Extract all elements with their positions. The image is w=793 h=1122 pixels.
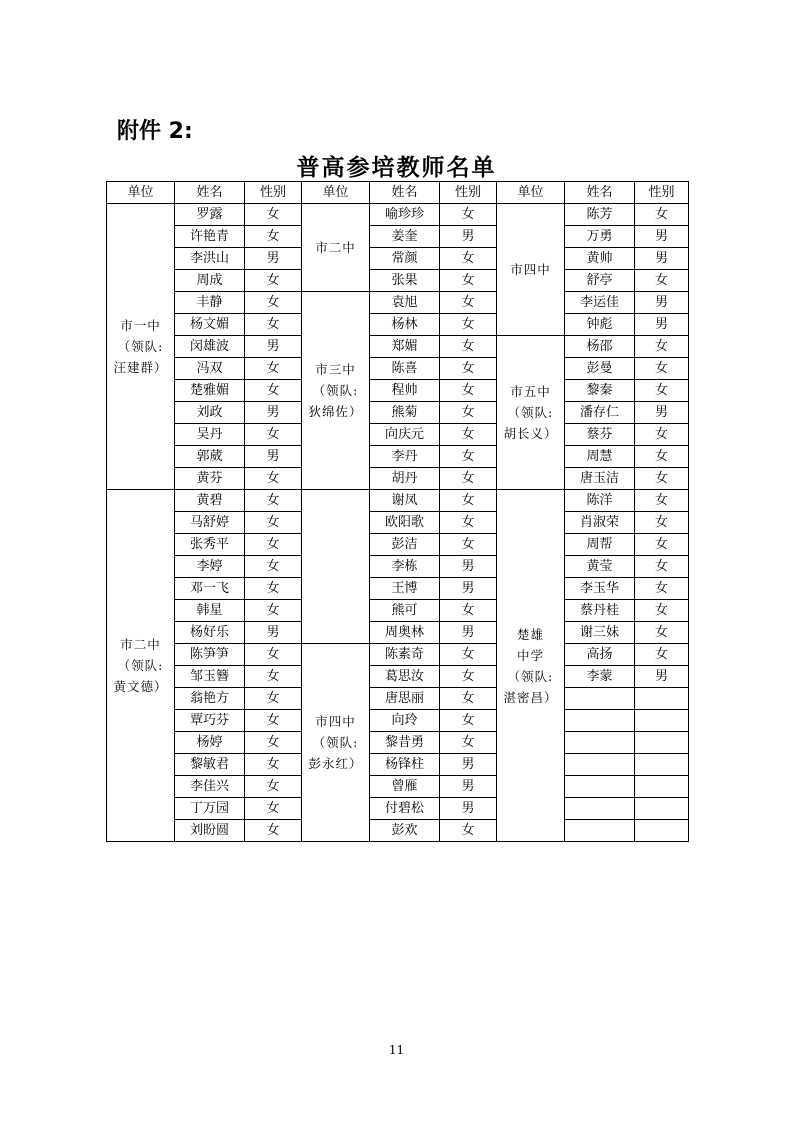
name-cell: 黎秦 (565, 380, 635, 402)
table-row (107, 754, 689, 776)
unit-cell-chuxiong: 楚雄 中学 （领队: 湛密昌） (497, 490, 565, 842)
gender-cell: 女 (440, 336, 497, 358)
name-cell: 翁艳方 (175, 688, 245, 710)
table-row (107, 270, 689, 292)
header-name: 姓名 (565, 182, 635, 204)
gender-cell: 男 (245, 446, 302, 468)
table-row (107, 534, 689, 556)
gender-cell: 男 (245, 336, 302, 358)
name-cell: 郭葳 (175, 446, 245, 468)
unit-cell-shierzhong-top: 市二中 (302, 204, 370, 292)
name-cell: 张果 (370, 270, 440, 292)
gender-cell: 男 (440, 754, 497, 776)
gender-cell: 女 (635, 644, 689, 666)
gender-cell: 女 (245, 600, 302, 622)
gender-cell: 女 (635, 622, 689, 644)
name-cell: 覃巧芬 (175, 710, 245, 732)
name-cell: 唐玉洁 (565, 468, 635, 490)
unit-cell-shisizhong: 市四中 （领队: 彭永红） (302, 644, 370, 842)
name-cell: 曾雁 (370, 776, 440, 798)
name-cell: 韩星 (175, 600, 245, 622)
gender-cell: 女 (440, 490, 497, 512)
table-row (107, 424, 689, 446)
gender-cell: 男 (245, 622, 302, 644)
gender-cell: 男 (635, 314, 689, 336)
gender-cell: 女 (245, 204, 302, 226)
table-row (107, 512, 689, 534)
table-row (107, 600, 689, 622)
name-cell: 谢三妹 (565, 622, 635, 644)
name-cell: 陈素奇 (370, 644, 440, 666)
page-title: 普高参培教师名单 (296, 155, 497, 181)
unit-cell-shiyizhong: 市一中 （领队: 汪建群） (107, 204, 175, 490)
gender-cell: 女 (440, 380, 497, 402)
unit-cell-shisizhong-top: 市四中 (497, 204, 565, 336)
name-cell: 唐思丽 (370, 688, 440, 710)
gender-cell: 女 (440, 468, 497, 490)
header-gender: 性别 (635, 182, 689, 204)
table-row (107, 336, 689, 358)
name-cell: 杨婷 (175, 732, 245, 754)
name-cell (565, 754, 635, 776)
header-unit: 单位 (497, 182, 565, 204)
gender-cell: 男 (635, 402, 689, 424)
gender-cell: 女 (245, 314, 302, 336)
gender-cell: 女 (440, 402, 497, 424)
table-row (107, 490, 689, 512)
name-cell: 许艳青 (175, 226, 245, 248)
name-cell: 李佳兴 (175, 776, 245, 798)
name-cell: 张秀平 (175, 534, 245, 556)
gender-cell: 女 (635, 512, 689, 534)
gender-cell (635, 710, 689, 732)
name-cell: 彭欢 (370, 820, 440, 842)
gender-cell: 女 (440, 204, 497, 226)
gender-cell: 女 (245, 512, 302, 534)
gender-cell: 女 (245, 776, 302, 798)
header-unit: 单位 (302, 182, 370, 204)
name-cell: 黄帅 (565, 248, 635, 270)
name-cell: 李洪山 (175, 248, 245, 270)
name-cell: 欧阳歌 (370, 512, 440, 534)
gender-cell: 女 (440, 270, 497, 292)
name-cell: 李婷 (175, 556, 245, 578)
table-row (107, 446, 689, 468)
name-cell: 向玲 (370, 710, 440, 732)
gender-cell: 女 (245, 578, 302, 600)
page-number: 11 (388, 1043, 405, 1057)
gender-cell: 女 (440, 424, 497, 446)
name-cell: 李蒙 (565, 666, 635, 688)
table-row (107, 402, 689, 424)
table-row (107, 556, 689, 578)
table-row (107, 688, 689, 710)
name-cell: 王博 (370, 578, 440, 600)
name-cell: 常颜 (370, 248, 440, 270)
gender-cell: 女 (245, 424, 302, 446)
gender-cell: 女 (635, 204, 689, 226)
name-cell: 黎敏君 (175, 754, 245, 776)
gender-cell: 女 (635, 380, 689, 402)
unit-cell-shierzhong: 市二中 （领队: 黄文德） (107, 490, 175, 842)
name-cell: 喻珍珍 (370, 204, 440, 226)
gender-cell: 女 (245, 798, 302, 820)
gender-cell: 女 (635, 446, 689, 468)
name-cell: 熊可 (370, 600, 440, 622)
name-cell: 向庆元 (370, 424, 440, 446)
gender-cell: 女 (440, 292, 497, 314)
teacher-roster-table (106, 181, 689, 842)
name-cell: 周慧 (565, 446, 635, 468)
unit-cell-shiwuzhong: 市五中 （领队: 胡长义） (497, 336, 565, 490)
gender-cell (635, 776, 689, 798)
table-row (107, 578, 689, 600)
gender-cell (635, 798, 689, 820)
gender-cell: 女 (635, 358, 689, 380)
table-row (107, 380, 689, 402)
name-cell: 冯双 (175, 358, 245, 380)
gender-cell: 女 (440, 666, 497, 688)
attachment-label: 附件 2: (117, 119, 193, 144)
table-row (107, 622, 689, 644)
name-cell: 郑媚 (370, 336, 440, 358)
header-name: 姓名 (370, 182, 440, 204)
name-cell: 杨林 (370, 314, 440, 336)
gender-cell: 女 (245, 710, 302, 732)
gender-cell: 女 (440, 314, 497, 336)
header-unit: 单位 (107, 182, 175, 204)
table-row (107, 204, 689, 226)
name-cell: 黄碧 (175, 490, 245, 512)
name-cell: 程帅 (370, 380, 440, 402)
table-row (107, 710, 689, 732)
name-cell: 陈笋笋 (175, 644, 245, 666)
gender-cell (635, 688, 689, 710)
gender-cell: 女 (245, 534, 302, 556)
name-cell: 杨好乐 (175, 622, 245, 644)
gender-cell: 女 (245, 226, 302, 248)
name-cell (565, 688, 635, 710)
gender-cell: 女 (245, 688, 302, 710)
gender-cell: 女 (245, 732, 302, 754)
table-row (107, 468, 689, 490)
name-cell: 罗露 (175, 204, 245, 226)
gender-cell (635, 732, 689, 754)
gender-cell: 女 (245, 270, 302, 292)
name-cell: 胡丹 (370, 468, 440, 490)
name-cell: 陈洋 (565, 490, 635, 512)
name-cell: 周成 (175, 270, 245, 292)
name-cell: 李栋 (370, 556, 440, 578)
name-cell: 丁万园 (175, 798, 245, 820)
name-cell: 马舒婷 (175, 512, 245, 534)
gender-cell: 男 (245, 248, 302, 270)
table-row (107, 226, 689, 248)
name-cell: 周奥林 (370, 622, 440, 644)
gender-cell: 男 (635, 666, 689, 688)
name-cell (565, 798, 635, 820)
table-row (107, 820, 689, 842)
name-cell: 吴丹 (175, 424, 245, 446)
unit-cell-shisanzhong: 市三中 （领队: 狄绵佐） (302, 292, 370, 490)
table-row (107, 732, 689, 754)
name-cell: 蔡芬 (565, 424, 635, 446)
name-cell: 蔡丹桂 (565, 600, 635, 622)
name-cell: 潘存仁 (565, 402, 635, 424)
gender-cell: 男 (440, 556, 497, 578)
name-cell: 李玉华 (565, 578, 635, 600)
gender-cell (635, 754, 689, 776)
gender-cell: 女 (440, 732, 497, 754)
name-cell (565, 710, 635, 732)
name-cell: 邓一飞 (175, 578, 245, 600)
name-cell: 邹玉簪 (175, 666, 245, 688)
gender-cell: 女 (245, 666, 302, 688)
gender-cell: 女 (440, 358, 497, 380)
gender-cell: 女 (440, 710, 497, 732)
gender-cell: 女 (635, 468, 689, 490)
gender-cell: 女 (245, 754, 302, 776)
table-row (107, 776, 689, 798)
table-row (107, 314, 689, 336)
name-cell: 刘盼圆 (175, 820, 245, 842)
name-cell: 黄莹 (565, 556, 635, 578)
header-gender: 性别 (245, 182, 302, 204)
gender-cell: 男 (245, 402, 302, 424)
gender-cell: 女 (635, 534, 689, 556)
gender-cell: 女 (635, 578, 689, 600)
name-cell: 李运佳 (565, 292, 635, 314)
gender-cell: 女 (635, 556, 689, 578)
name-cell: 周帮 (565, 534, 635, 556)
name-cell: 肖淑荣 (565, 512, 635, 534)
name-cell: 姜奎 (370, 226, 440, 248)
gender-cell: 女 (245, 468, 302, 490)
gender-cell: 女 (635, 600, 689, 622)
table-header-row (107, 182, 689, 204)
gender-cell: 男 (635, 226, 689, 248)
name-cell: 刘政 (175, 402, 245, 424)
name-cell: 黎昔勇 (370, 732, 440, 754)
name-cell: 彭曼 (565, 358, 635, 380)
table-row (107, 358, 689, 380)
gender-cell: 女 (440, 534, 497, 556)
name-cell: 万勇 (565, 226, 635, 248)
gender-cell: 女 (440, 446, 497, 468)
name-cell: 熊菊 (370, 402, 440, 424)
gender-cell: 女 (440, 688, 497, 710)
name-cell: 杨邵 (565, 336, 635, 358)
gender-cell: 女 (245, 358, 302, 380)
table-row (107, 798, 689, 820)
gender-cell: 女 (440, 248, 497, 270)
name-cell (565, 820, 635, 842)
name-cell: 李丹 (370, 446, 440, 468)
name-cell (565, 732, 635, 754)
name-cell: 陈芳 (565, 204, 635, 226)
gender-cell: 男 (635, 292, 689, 314)
table-row (107, 666, 689, 688)
header-name: 姓名 (175, 182, 245, 204)
gender-cell (635, 820, 689, 842)
name-cell: 丰静 (175, 292, 245, 314)
name-cell: 黄芬 (175, 468, 245, 490)
name-cell: 舒亭 (565, 270, 635, 292)
gender-cell: 女 (245, 820, 302, 842)
gender-cell: 女 (440, 644, 497, 666)
gender-cell: 女 (440, 512, 497, 534)
gender-cell: 女 (245, 556, 302, 578)
name-cell: 闵雄波 (175, 336, 245, 358)
name-cell: 杨文媚 (175, 314, 245, 336)
name-cell: 高扬 (565, 644, 635, 666)
gender-cell: 男 (440, 798, 497, 820)
table-row (107, 248, 689, 270)
name-cell: 付碧松 (370, 798, 440, 820)
gender-cell: 男 (440, 578, 497, 600)
name-cell: 陈喜 (370, 358, 440, 380)
gender-cell: 女 (245, 380, 302, 402)
gender-cell: 女 (245, 292, 302, 314)
unit-cell-shisanzhong-cont (302, 490, 370, 644)
gender-cell: 男 (635, 248, 689, 270)
table-row (107, 292, 689, 314)
name-cell (565, 776, 635, 798)
name-cell: 彭洁 (370, 534, 440, 556)
name-cell: 袁旭 (370, 292, 440, 314)
name-cell: 杨锋柱 (370, 754, 440, 776)
name-cell: 楚雅媚 (175, 380, 245, 402)
gender-cell: 女 (245, 490, 302, 512)
name-cell: 葛思汝 (370, 666, 440, 688)
gender-cell: 女 (635, 424, 689, 446)
gender-cell: 男 (440, 226, 497, 248)
table-row (107, 644, 689, 666)
gender-cell: 女 (635, 336, 689, 358)
gender-cell: 女 (245, 644, 302, 666)
gender-cell: 女 (635, 490, 689, 512)
name-cell: 钟彪 (565, 314, 635, 336)
name-cell: 谢凤 (370, 490, 440, 512)
gender-cell: 女 (440, 600, 497, 622)
gender-cell: 女 (440, 820, 497, 842)
gender-cell: 男 (440, 622, 497, 644)
gender-cell: 男 (440, 776, 497, 798)
gender-cell: 女 (635, 270, 689, 292)
header-gender: 性别 (440, 182, 497, 204)
